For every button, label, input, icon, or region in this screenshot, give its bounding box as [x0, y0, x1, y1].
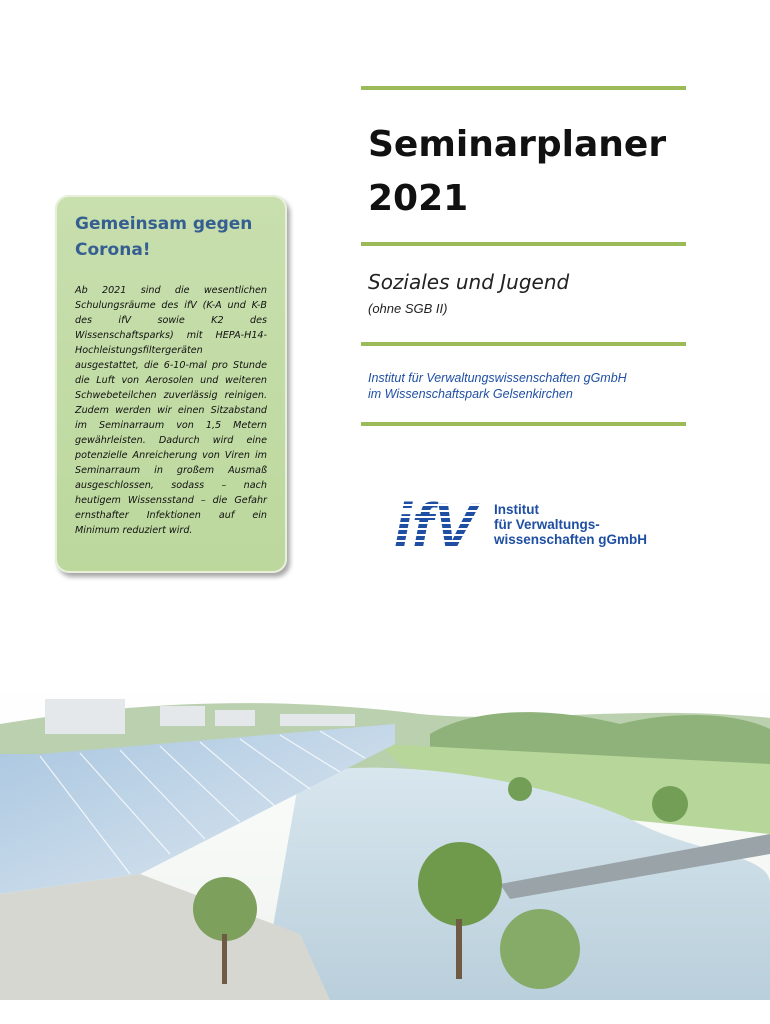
- ifv-logo-mark: [392, 488, 502, 558]
- top-rule: [361, 86, 686, 90]
- institute-rule: [361, 422, 686, 426]
- logo-line-1: Institut: [494, 502, 539, 517]
- title-line-1: Seminarplaner: [368, 124, 667, 165]
- ifv-logo-letters: ifV: [394, 490, 476, 558]
- science-park-photo: [0, 684, 770, 1000]
- subtitle: Soziales und Jugend: [368, 270, 570, 294]
- institute-line-1: Institut für Verwaltungswissenschaften gGmbH: [368, 371, 627, 385]
- logo-line-3: wissenschaften gGmbH: [494, 532, 648, 547]
- subtitle-rule: [361, 342, 686, 346]
- callout-body: Ab 2021 sind die wesentlichen Schulungsräume des ifV (K-A und K-B des ifV sowie K2 des Wissenschaftsparks) mit HEPA-H14-Hochleistungsfiltergeräten ausgestattet, die 6-10-mal pro Stunde die Luft von Aerosolen und weiteren Schwebeteilchen zuverlässig reinigen. Zudem werden wir einen Sitzabstand im Seminarraum von 1,5 Metern gewährleisten. Dadurch wird eine potenzielle Anreicherung von Viren im Seminarraum in großem Ausmaß ausgeschlossen, sodass – nach heutigem Wissensstand – die Gefahr ernsthafter Infektionen auf ein Minimum reduziert wird.: [75, 285, 267, 536]
- corona-callout-box: [55, 195, 287, 573]
- subtitle-note: (ohne SGB II): [368, 301, 448, 316]
- logo-line-2: für Verwaltungs-: [494, 517, 600, 532]
- institute-line-2: im Wissenschaftspark Gelsenkirchen: [368, 387, 573, 401]
- institute-info: [368, 370, 627, 402]
- page-title: [368, 118, 688, 226]
- ifv-logo-text: [494, 502, 647, 547]
- title-line-2: 2021: [368, 178, 469, 219]
- title-rule: [361, 242, 686, 246]
- callout-title: Gemeinsam gegen Corona!: [75, 214, 253, 260]
